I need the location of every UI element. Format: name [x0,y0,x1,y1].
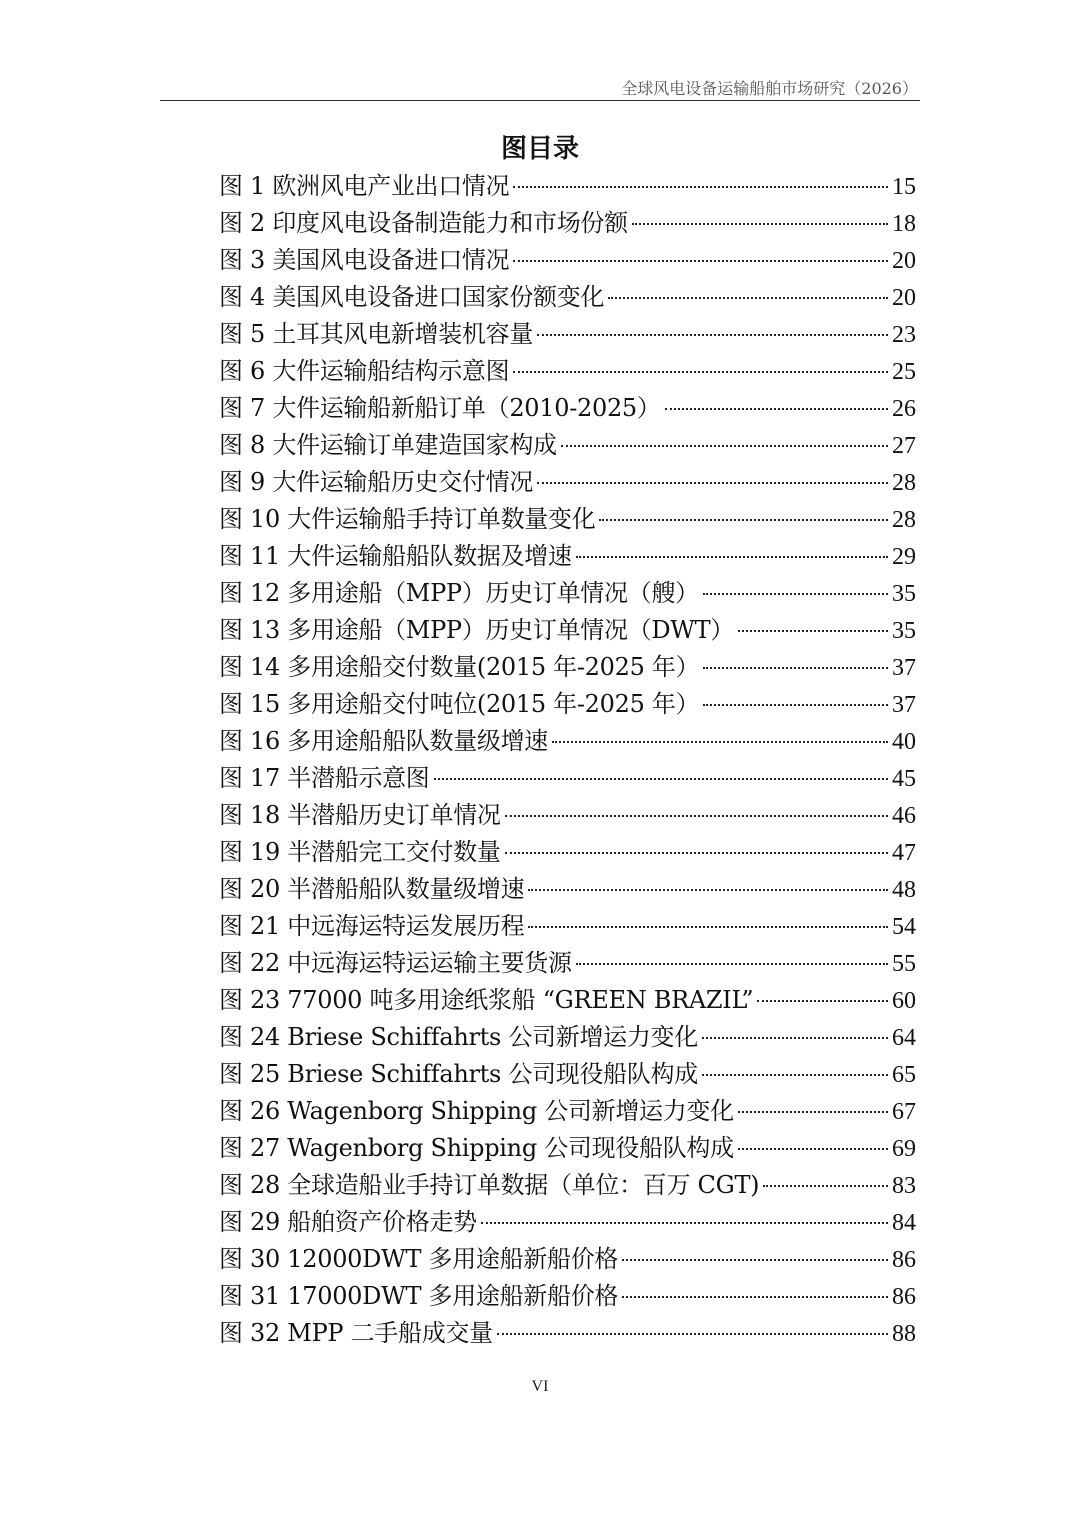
toc-entry[interactable] [219,205,916,242]
dot-leader [703,667,888,669]
toc-entry-label: 图 25 Briese Schiffahrts 公司现役船队构成 [219,1060,698,1088]
toc-entry-page: 40 [892,729,916,755]
dot-leader [576,556,888,558]
toc-entry[interactable] [219,797,916,834]
toc-entry-page: 48 [892,877,916,903]
toc-entry-label: 图 26 Wagenborg Shipping 公司新增运力变化 [219,1097,734,1125]
toc-entry-page: 26 [892,396,916,422]
toc-entry[interactable] [219,316,916,353]
toc-entry-page: 18 [892,211,916,237]
toc-entry-page: 25 [892,359,916,385]
toc-entry-page: 86 [892,1247,916,1273]
dot-leader [738,1111,888,1113]
toc-entry[interactable] [219,464,916,501]
toc-entry-page: 45 [892,766,916,792]
dot-leader [537,482,888,484]
dot-leader [703,704,888,706]
running-header: 全球风电设备运输船舶市场研究（2026） [621,79,918,98]
toc-entry[interactable] [219,945,916,982]
toc-entry[interactable] [219,1019,916,1056]
toc-entry[interactable] [219,1056,916,1093]
toc-entry-page: 69 [892,1136,916,1162]
toc-entry-label: 图 18 半潜船历史订单情况 [219,801,501,829]
dot-leader [561,445,888,447]
dot-leader [481,1222,888,1224]
dot-leader [665,408,888,410]
dot-leader [505,815,888,817]
toc-entry[interactable] [219,427,916,464]
toc-entry-label: 图 29 船舶资产价格走势 [219,1208,477,1236]
dot-leader [622,1259,888,1261]
dot-leader [576,963,888,965]
dot-leader [702,1037,888,1039]
toc-entry[interactable] [219,871,916,908]
toc-entry[interactable] [219,1278,916,1315]
toc-entry-page: 55 [892,951,916,977]
toc-entry-label: 图 16 多用途船船队数量级增速 [219,727,548,755]
toc-entry[interactable] [219,649,916,686]
dot-leader [703,593,888,595]
toc-entry[interactable] [219,353,916,390]
dot-leader [537,334,888,336]
toc-entry[interactable] [219,575,916,612]
toc-entry-page: 15 [892,174,916,200]
dot-leader [552,741,888,743]
toc-entry-page: 86 [892,1284,916,1310]
toc-entry-page: 20 [892,248,916,274]
dot-leader [622,1296,888,1298]
toc-entry-page: 88 [892,1321,916,1347]
toc-entry-page: 65 [892,1062,916,1088]
toc-entry[interactable] [219,1241,916,1278]
toc-entry-page: 35 [892,618,916,644]
toc-entry-label: 图 4 美国风电设备进口国家份额变化 [219,283,605,311]
toc-entry[interactable] [219,242,916,279]
dot-leader [599,519,888,521]
toc-entry-page: 67 [892,1099,916,1125]
dot-leader [763,1185,888,1187]
toc-entry-label: 图 28 全球造船业手持订单数据（单位：百万 CGT) [219,1171,760,1199]
toc-entry[interactable] [219,1204,916,1241]
toc-entry-page: 27 [892,433,916,459]
toc-entry-page: 47 [892,840,916,866]
dot-leader [632,223,888,225]
dot-leader [513,260,888,262]
toc-entry[interactable] [219,908,916,945]
toc-entry-label: 图 2 印度风电设备制造能力和市场份额 [219,209,628,237]
toc-entry-label: 图 19 半潜船完工交付数量 [219,838,501,866]
toc-entry[interactable] [219,760,916,797]
toc-entry-label: 图 13 多用途船（MPP）历史订单情况（DWT） [219,616,735,644]
toc-entry[interactable] [219,982,916,1019]
toc-entry[interactable] [219,834,916,871]
toc-entry-label: 图 23 77000 吨多用途纸浆船 “GREEN BRAZIL” [219,986,754,1014]
toc-entry-page: 23 [892,322,916,348]
dot-leader [505,852,888,854]
figure-list [219,168,916,1352]
toc-entry[interactable] [219,1167,916,1204]
dot-leader [608,297,888,299]
toc-entry[interactable] [219,168,916,205]
toc-entry[interactable] [219,723,916,760]
toc-entry-label: 图 6 大件运输船结构示意图 [219,357,510,385]
toc-entry[interactable] [219,612,916,649]
toc-entry-page: 54 [892,914,916,940]
toc-entry-label: 图 24 Briese Schiffahrts 公司新增运力变化 [219,1023,698,1051]
toc-entry-label: 图 3 美国风电设备进口情况 [219,246,510,274]
toc-entry[interactable] [219,686,916,723]
toc-entry-page: 28 [892,507,916,533]
toc-entry-page: 60 [892,988,916,1014]
toc-entry-label: 图 31 17000DWT 多用途船新船价格 [219,1282,619,1310]
toc-entry-label: 图 21 中远海运特运发展历程 [219,912,525,940]
toc-entry-label: 图 27 Wagenborg Shipping 公司现役船队构成 [219,1134,734,1162]
dot-leader [513,186,888,188]
toc-entry-page: 37 [892,655,916,681]
dot-leader [702,1074,888,1076]
toc-entry[interactable] [219,538,916,575]
toc-entry[interactable] [219,279,916,316]
toc-entry-label: 图 5 土耳其风电新增装机容量 [219,320,534,348]
toc-entry-page: 83 [892,1173,916,1199]
toc-entry-label: 图 32 MPP 二手船成交量 [219,1319,493,1347]
toc-entry-label: 图 30 12000DWT 多用途船新船价格 [219,1245,619,1273]
toc-entry[interactable] [219,390,916,427]
dot-leader [497,1333,888,1335]
toc-entry-label: 图 22 中远海运特运运输主要货源 [219,949,572,977]
dot-leader [738,630,888,632]
page-number: VI [531,1378,549,1395]
toc-entry-page: 28 [892,470,916,496]
toc-entry-label: 图 8 大件运输订单建造国家构成 [219,431,557,459]
dot-leader [434,778,889,780]
toc-entry-label: 图 10 大件运输船手持订单数量变化 [219,505,596,533]
toc-entry-page: 37 [892,692,916,718]
toc-entry-page: 20 [892,285,916,311]
dot-leader [513,371,888,373]
toc-entry-label: 图 12 多用途船（MPP）历史订单情况（艘） [219,579,699,607]
dot-leader [738,1148,888,1150]
dot-leader [757,1000,888,1002]
toc-entry-label: 图 14 多用途船交付数量(2015 年-2025 年） [219,653,700,681]
toc-entry[interactable] [219,1315,916,1352]
toc-entry-label: 图 9 大件运输船历史交付情况 [219,468,534,496]
toc-entry[interactable] [219,1130,916,1167]
toc-entry[interactable] [219,501,916,538]
toc-entry-label: 图 15 多用途船交付吨位(2015 年-2025 年） [219,690,700,718]
header-rule [160,100,920,101]
dot-leader [528,889,888,891]
toc-entry-label: 图 20 半潜船船队数量级增速 [219,875,525,903]
dot-leader [528,926,888,928]
toc-entry-page: 64 [892,1025,916,1051]
toc-entry[interactable] [219,1093,916,1130]
toc-entry-label: 图 1 欧洲风电产业出口情况 [219,172,510,200]
toc-title: 图目录 [500,134,579,164]
toc-entry-page: 46 [892,803,916,829]
toc-entry-label: 图 7 大件运输船新船订单（2010-2025） [219,394,661,422]
toc-entry-page: 35 [892,581,916,607]
toc-entry-label: 图 11 大件运输船船队数据及增速 [219,542,572,570]
toc-entry-page: 84 [892,1210,916,1236]
toc-entry-label: 图 17 半潜船示意图 [219,764,430,792]
toc-entry-page: 29 [892,544,916,570]
